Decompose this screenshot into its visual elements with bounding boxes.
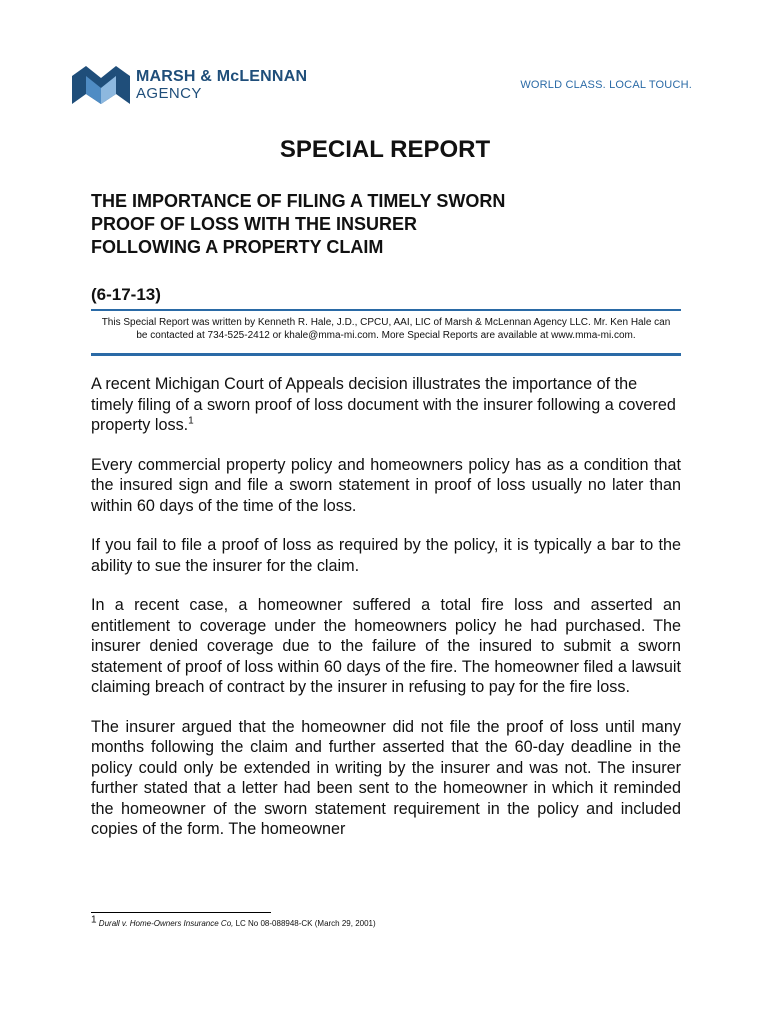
footnote-number: 1 — [91, 914, 97, 926]
footnote — [91, 914, 376, 928]
footnote-citation: LC No 08-088948-CK (March 29, 2001) — [233, 919, 376, 928]
logo-wordmark — [136, 68, 307, 102]
report-body — [91, 374, 681, 859]
logo-line1: MARSH & McLENNAN — [136, 68, 308, 85]
paragraph-text: A recent Michigan Court of Appeals decision illustrates the importance of the timely filing of a sworn proof of loss document with the insurer following a covered property loss. — [91, 375, 676, 434]
subtitle-line: PROOF OF LOSS WITH THE INSURER — [91, 214, 418, 234]
author-byline — [91, 316, 681, 342]
mma-logo-icon — [72, 66, 130, 104]
report-subtitle — [91, 190, 611, 259]
report-date: (6-17-13) — [91, 285, 161, 304]
subtitle-line: FOLLOWING A PROPERTY CLAIM — [91, 237, 384, 257]
footnote-reference: 1 — [188, 415, 194, 427]
paragraph: If you fail to file a proof of loss as required by the policy, it is typically a bar to the ability to sue the insurer for the claim. — [91, 536, 681, 575]
byline-line: This Special Report was written by Kenneth R. Hale, J.D., CPCU, AAI, LIC of Marsh & McLennan Agency LLC. Mr. Ken Hale can — [101, 317, 671, 328]
subtitle-line: THE IMPORTANCE OF FILING A TIMELY SWORN — [91, 191, 506, 211]
paragraph: In a recent case, a homeowner suffered a total fire loss and asserted an entitlement to coverage under the homeowners policy he had purchased. The insurer denied coverage due to the failure of the insured to submit a sworn statement of proof of loss within 60 days of the fire. The homeowner filed a lawsuit claiming breach of contract by the insurer in refusing to pay for the fire loss. — [91, 596, 681, 696]
byline-line: be contacted at 734-525-2412 or khale@mma-mi.com. More Special Reports are available at www.mma-mi.com. — [136, 330, 636, 341]
logo-line2: AGENCY — [136, 85, 202, 102]
footnote-divider — [91, 912, 271, 913]
letterhead — [72, 66, 692, 110]
author-byline-box — [91, 309, 681, 356]
tagline: WORLD CLASS. LOCAL TOUCH. — [520, 79, 692, 91]
page-title: SPECIAL REPORT — [279, 136, 491, 163]
footnote-case-name: Durall v. Home-Owners Insurance Co, — [98, 919, 234, 928]
paragraph: Every commercial property policy and homeowners policy has as a condition that the insured sign and file a sworn statement in proof of loss usually no later than within 60 days of the time of the loss. — [91, 455, 681, 515]
paragraph — [91, 374, 681, 436]
paragraph: The insurer argued that the homeowner did not file the proof of loss until many months following the claim and further asserted that the 60-day deadline in the policy could only be extended in writing by the insurer and was not. The insurer further stated that a letter had been sent to the homeowner in which it reminded the homeowner of the sworn statement requirement in the policy and included copies of the form. The homeowner — [91, 717, 681, 838]
